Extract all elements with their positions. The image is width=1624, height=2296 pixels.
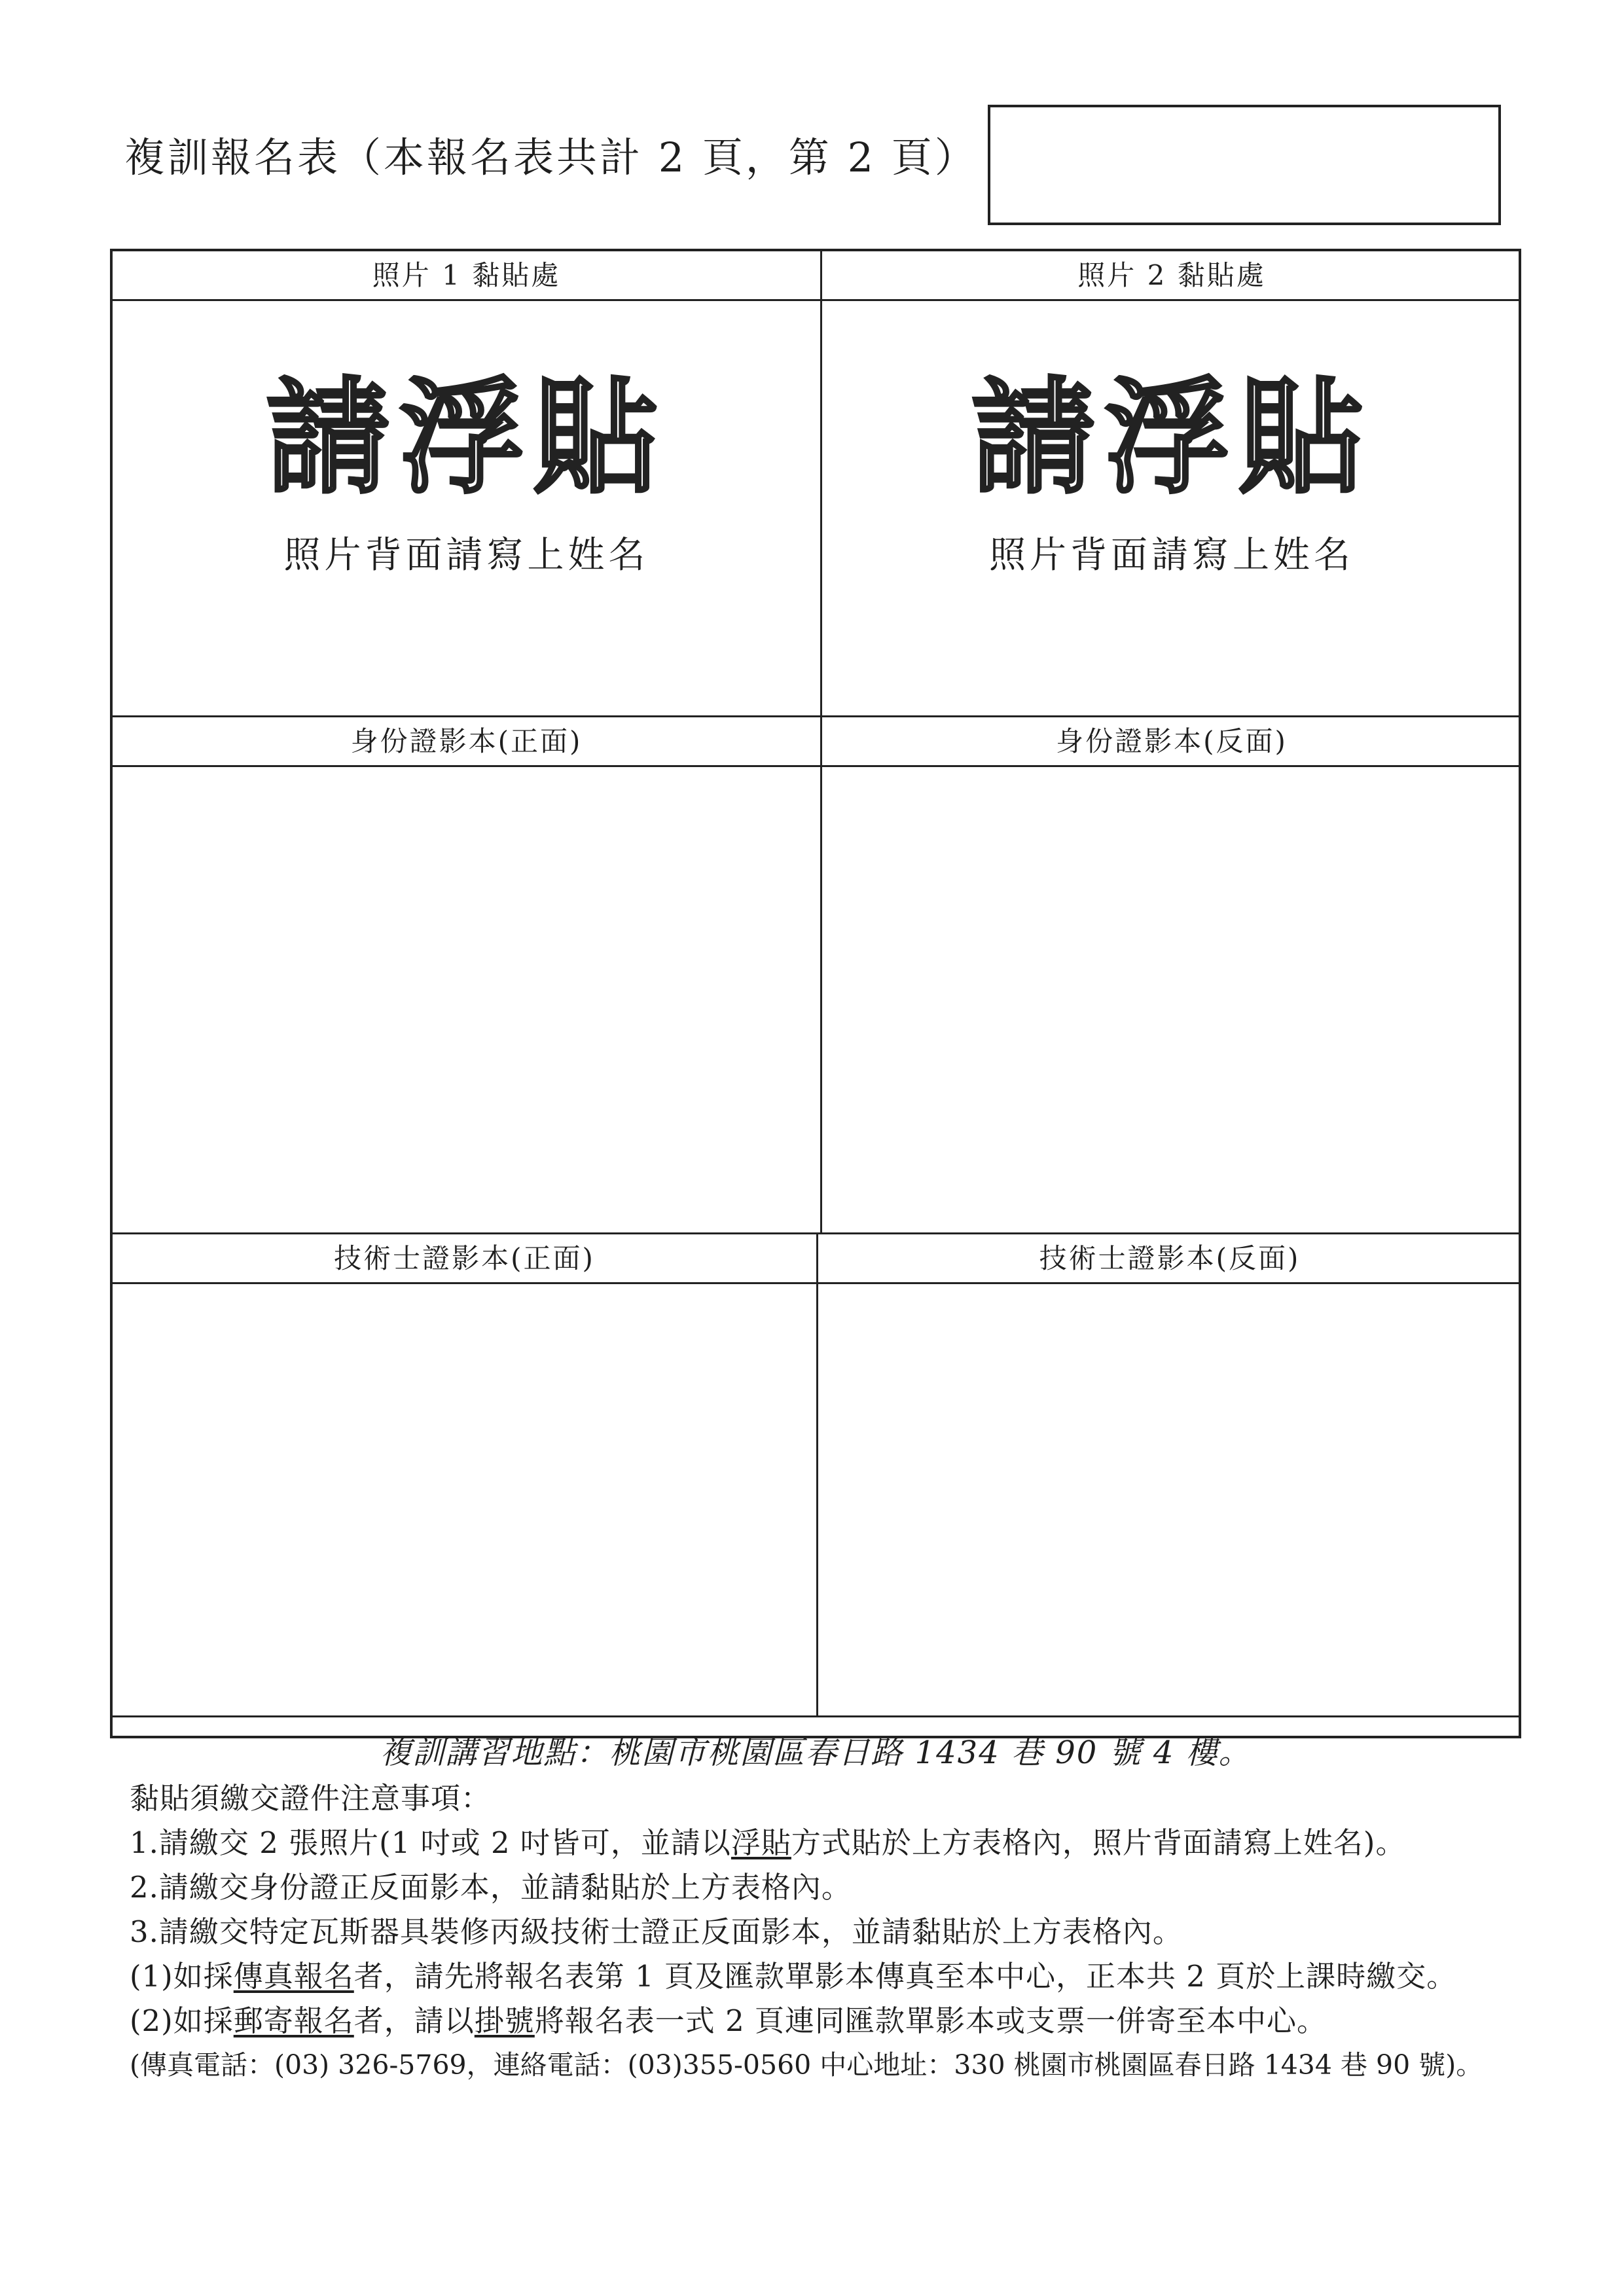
fax-text-a: (1)如採 (130, 1959, 234, 1994)
note-item-1-text-b: 方式貼於上方表格內，照片背面請寫上姓名)。 (791, 1825, 1406, 1860)
tech-back-cell (818, 1234, 1521, 1717)
id-back-cell (822, 717, 1521, 1234)
tech-front-header: 技術士證影本(正面) (113, 1234, 816, 1284)
note-item-2: 2.請繳交身份證正反面影本，並請黏貼於上方表格內。 (130, 1870, 852, 1905)
note-item-1-text-a: 1.請繳交 2 張照片(1 吋或 2 吋皆可，並請以 (130, 1825, 731, 1860)
note-mail-registration (130, 1999, 1502, 2043)
fax-text-b: 者，請先將報名表第 1 頁及匯款單影本傳真至本中心，正本共 2 頁於上課時繳交。 (353, 1959, 1457, 1994)
photo2-instruction: 請浮貼 (971, 365, 1372, 511)
mail-underlined: 郵寄報名 (233, 2003, 354, 2038)
photo2-cell (822, 251, 1521, 717)
photo1-cell (113, 251, 822, 717)
note-item-1 (130, 1821, 1502, 1865)
photo1-note: 照片背面請寫上姓名 (283, 534, 649, 577)
notes-heading: 黏貼須繳交證件注意事項： (130, 1781, 492, 1816)
notes-section (113, 1717, 1519, 2081)
id-front-cell (113, 717, 822, 1234)
attachment-grid (110, 249, 1521, 2081)
id-front-header: 身份證影本(正面) (113, 717, 820, 767)
photo1-instruction: 請浮貼 (266, 365, 667, 511)
mail-text-b: 者，請以 (353, 2003, 475, 2038)
applicant-number-box[interactable] (988, 105, 1501, 225)
photo2-header: 照片 2 黏貼處 (822, 251, 1521, 301)
registered-mail-underlined: 掛號 (474, 2003, 535, 2038)
photo1-header: 照片 1 黏貼處 (113, 251, 820, 301)
mail-text-c: 將報名表一式 2 頁連同匯款單影本或支票一併寄至本中心。 (534, 2003, 1327, 2038)
fax-underlined: 傳真報名 (233, 1959, 354, 1994)
photo2-note: 照片背面請寫上姓名 (989, 534, 1354, 577)
note-item-3: 3.請繳交特定瓦斯器具裝修丙級技術士證正反面影本，並請黏貼於上方表格內。 (130, 1914, 1183, 1949)
note-fax-registration (130, 1954, 1502, 1999)
tech-front-cell (113, 1234, 818, 1717)
contact-footer: (傳真電話：(03) 326-5769，連絡電話：(03)355-0560 中心地址：330 桃園市桃園區春日路 1434 巷 90 號)。 (130, 2049, 1483, 2081)
mail-text-a: (2)如採 (130, 2003, 234, 2038)
tech-back-header: 技術士證影本(反面) (818, 1234, 1521, 1284)
id-back-header: 身份證影本(反面) (822, 717, 1521, 767)
training-location: 複訓講習地點：桃園市桃園區春日路 1434 巷 90 號 4 樓。 (380, 1734, 1252, 1771)
form-title: 複訓報名表（本報名表共計 2 頁，第 2 頁） (124, 134, 978, 181)
note-item-1-underlined: 浮貼 (731, 1825, 791, 1860)
